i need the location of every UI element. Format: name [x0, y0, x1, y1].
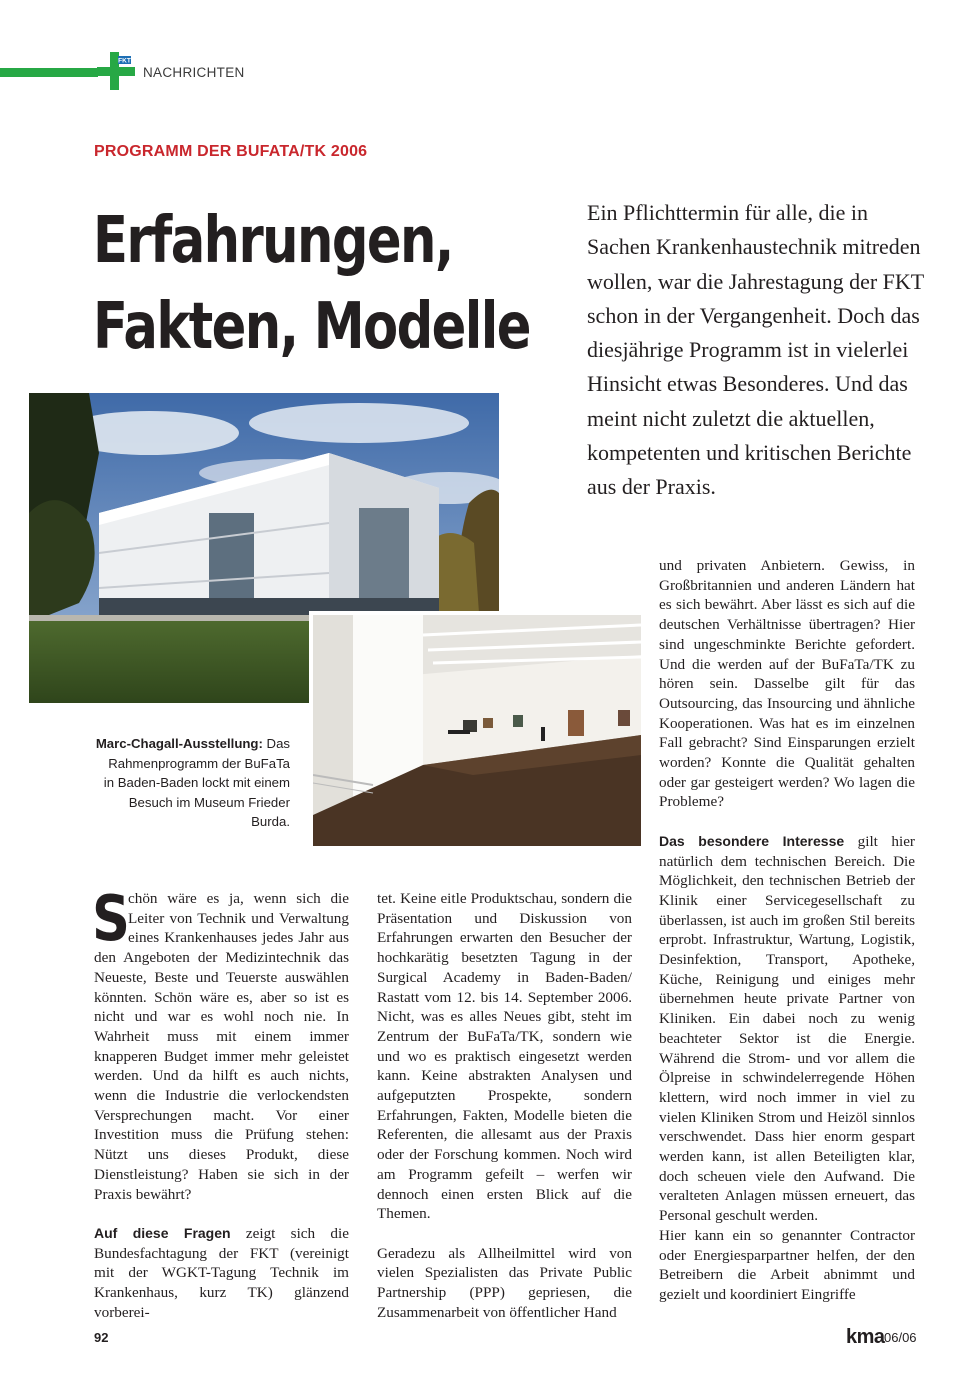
column-3-paragraph-3: Hier kann ein so genannter Contractor oder Energiesparpartner helfen, der den Betreibern die Arbeit abnimmt und gezielt und koordiniert Eingriffe — [659, 1226, 915, 1303]
column-1-lead-in: Auf diese Fragen — [94, 1224, 231, 1241]
page-number: 92 — [94, 1330, 109, 1345]
article-kicker: PROGRAMM DER BUFATA/TK 2006 — [94, 143, 368, 160]
article-headline — [93, 198, 530, 370]
issue-number: 06/06 — [884, 1330, 917, 1345]
logo-text: FKT — [118, 57, 131, 65]
column-1-paragraph-2 — [94, 1224, 349, 1323]
caption-text: Das Rahmenprogramm der BuFaTa in Baden-Baden lockt mit einem Besuch im Museum Frieder Burda. — [103, 736, 290, 830]
column-1-paragraph-2-text: zeigt sich die Bundesfachtagung der FKT (vereinigt mit der WGKT-Tagung Technik im Krankenhaus, kurz TK) glänzend vorberei- — [94, 1224, 349, 1321]
column-3-lead-in: Das besondere Interesse — [659, 832, 845, 849]
fkt-logo — [97, 52, 135, 90]
column-3-paragraph-1: und privaten Anbietern. Gewiss, in Großbritannien und anderen Ländern hat es sich bewährt. Aber lässt es sich auf die deutschen Verhältnisse übertragen? Hier sind ungeschminkte Berichte gefordert. Und die werden auf der BuFaTa/TK zu hören sein. Dasselbe gilt für das Outsourcing, das Insourcing und ähnliche Kooperationen. Was hat es im einzelnen Fall gebracht? Sind Einsparungen erzielt worden? Konnte die Qualität gehalten oder gar gesteigert werden? Wo lagen die Probleme? — [659, 557, 915, 811]
gallery-interior-photo — [309, 611, 641, 846]
headline-line-1: Erfahrungen, — [93, 204, 453, 278]
body-column-3 — [659, 556, 915, 1305]
column-2-paragraph-2: Geradezu als Allheilmittel wird von vielen Spezialisten das Private Public Partnership (PPP) gepriesen, die Zusammenarbeit von öffentlicher Hand — [377, 1244, 632, 1321]
header-green-bar — [0, 68, 98, 77]
drop-cap: S — [92, 882, 130, 955]
caption-title: Marc-Chagall-Ausstellung: — [95, 736, 263, 751]
photo-caption — [95, 734, 290, 832]
magazine-logo: kma — [846, 1326, 885, 1348]
column-3-paragraph-2 — [659, 832, 915, 1226]
column-1-paragraph-1 — [92, 882, 349, 1204]
column-3-paragraph-2-text: gilt hier natürlich dem technischen Bereich. Die Möglichkeit, den technischen Betrieb der Klinik einer Servicegesellschaft zu überlassen, ist auch im großen Stil bereits erprobt. Infrastruktur, Wartung, Logistik, Desinfektion, Transport, Apotheke, Küche, Reinigung und einiges mehr übernehmen heute private Partner von Kliniken. Ein dabei noch zu wenig beachteter Sektor ist die Energie. Während die Strom- und vor allem die Ölpreise in schwindelerregende Höhen klettern, wird noch immer in viel zu vielen Kliniken Strom und Heizöl sinnlos verschwendet. Dass hier enorm gespart werden kann, ist allen Beteiligten klar, doch scheuen viele den Aufwand. Die veralteten Anlagen müssen erneuert, das Personal geschult werden. — [659, 832, 915, 1225]
body-column-2 — [377, 889, 632, 1322]
column-1-paragraph-1-text: chön wäre es ja, wenn sich die Leiter von Technik und Verwaltung eines Krankenhauses jedes Jahr aus den Angeboten der Medizintechnik das Neueste, Beste und Teuerste auswählen könnten. Schön wäre es, aber so ist es nicht und war es wohl noch nie. In Wahrheit muss mit einem immer knapperen Budget immer mehr geleistet werden. Und da hilft es auch nichts, wenn die Industrie die verlockendsten Versprechungen macht. Vor einer Investition muss die Prüfung stehen: Nützt uns dieses Produkt, diese Dienstleistung? Haben sie sich in der Praxis bewährt? — [94, 890, 349, 1203]
headline-line-2: Fakten, Modelle — [93, 290, 530, 364]
section-label: NACHRICHTEN — [143, 65, 245, 80]
body-column-1 — [92, 882, 349, 1322]
article-lead: Ein Pflichttermin für alle, die in Sachen Krankenhaustechnik mitreden wollen, war die Jahrestagung der FKT schon in der Vergangenheit. Doch das diesjährige Programm ist in vielerlei Hinsicht etwas Besonderes. Und das meint nicht zuletzt die aktuellen, kompetenten und kritischen Berichte aus der Praxis. — [587, 200, 924, 500]
column-2-paragraph-1: tet. Keine eitle Produktschau, sondern die Präsentation und Diskussion von Erfahrungen erwarten den Besucher der hochkarätig besetzten Tagung in der Surgical Academy in Baden-Baden/ Rastatt vom 12. bis 14. September 2006. Nicht, was es alles Neues gibt, steht im Zentrum der BuFaTa/TK, sondern wie und wo es praktisch eingesetzt werden kann. Keine abstrakten Analysen und aufgeputzten Prospekte, sondern Erfahrungen, Fakten, Modelle bieten die Referenten, die allesamt aus der Praxis oder der Forschung kommen. Noch wird am Programm gefeilt – werfen wir dennoch einen ersten Blick auf die Themen. — [377, 890, 632, 1223]
